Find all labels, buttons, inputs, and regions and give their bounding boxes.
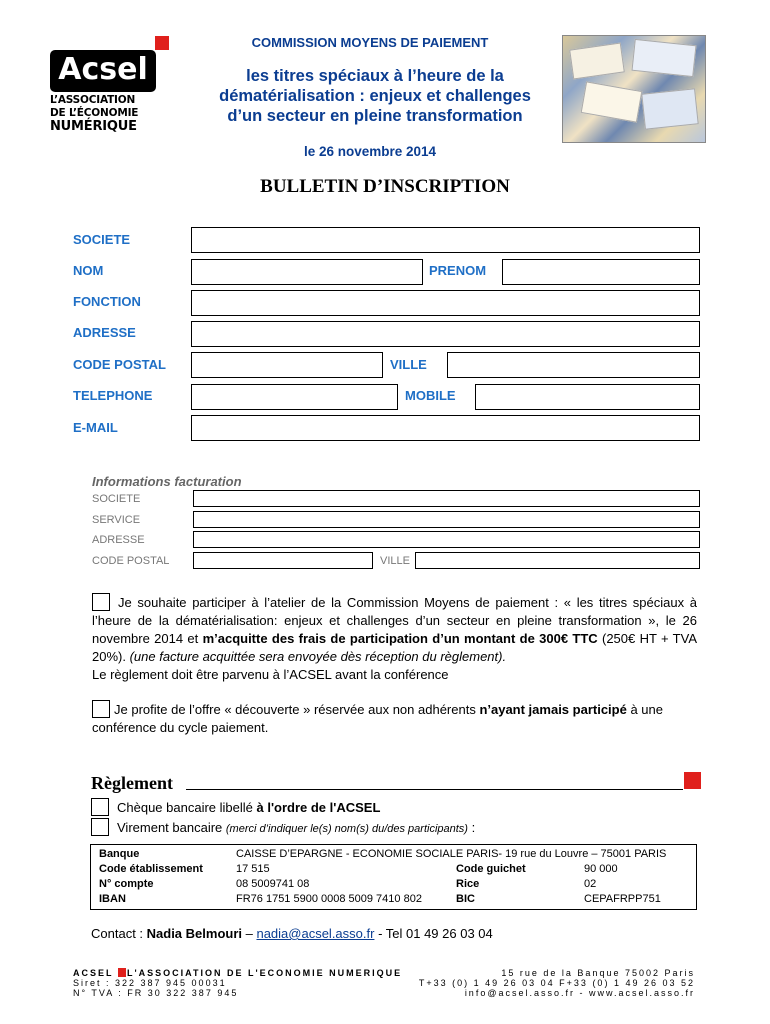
billing-service-input[interactable] <box>193 511 700 528</box>
bank-details-table <box>90 844 697 910</box>
bank-row <box>91 847 696 862</box>
label-adresse: ADRESSE <box>73 325 136 340</box>
bank-key: Banque <box>99 848 140 860</box>
virement-checkbox[interactable] <box>91 818 109 836</box>
bank-value: FR76 1751 5900 0008 5009 7410 802 <box>236 893 422 905</box>
event-date: le 26 novembre 2014 <box>303 144 437 159</box>
logo-line1: L’ASSOCIATION <box>50 94 136 106</box>
footer-tva: N° TVA : FR 30 322 387 945 <box>73 988 239 998</box>
billing-label-ville: VILLE <box>380 555 410 567</box>
cheque-label: Chèque bancaire libellé à l'ordre de l'ACSEL <box>117 800 381 815</box>
footer-assoc-letter: L <box>127 968 135 978</box>
prenom-input[interactable] <box>502 259 700 285</box>
nom-input[interactable] <box>191 259 423 285</box>
billing-label-adresse: ADRESSE <box>92 534 145 546</box>
decouverte-text: Je profite de l’offre « découverte » réservée aux non adhérents n’ayant jamais participé à une conférence du cycle paiement. <box>92 702 663 735</box>
label-code-postal: CODE POSTAL <box>73 357 166 372</box>
billing-societe-input[interactable] <box>193 490 700 507</box>
label-fonction: FONCTION <box>73 294 141 309</box>
ville-input[interactable] <box>447 352 700 378</box>
bank-row <box>91 862 696 877</box>
title-line3: d’un secteur en pleine transformation <box>227 107 523 125</box>
logo-line2: DE L’ÉCONOMIE <box>50 107 139 119</box>
title-line1: les titres spéciaux à l’heure de la <box>246 67 504 85</box>
commission-heading: COMMISSION MOYENS DE PAIEMENT <box>251 35 489 50</box>
bank-row <box>91 877 696 892</box>
billing-label-societe: SOCIETE <box>92 493 141 505</box>
bank-value: 17 515 <box>236 863 270 875</box>
bank-key2: Code guichet <box>456 863 526 875</box>
bank-key: N° compte <box>99 878 154 890</box>
contact-email-link[interactable]: nadia@acsel.asso.fr <box>256 926 375 941</box>
form-title: BULLETIN D’INSCRIPTION <box>260 176 510 197</box>
logo-subtitle <box>50 94 170 133</box>
bank-value: 08 5009741 08 <box>236 878 310 890</box>
cheque-checkbox[interactable] <box>91 798 109 816</box>
footer-siret: Siret : 322 387 945 00031 <box>73 978 227 988</box>
mobile-input[interactable] <box>475 384 700 410</box>
billing-adresse-input[interactable] <box>193 531 700 548</box>
footer-address: 15 rue de la Banque 75002 Paris <box>501 968 695 978</box>
bank-key2: BIC <box>456 893 475 905</box>
vouchers-photo <box>562 35 706 143</box>
bank-value2: CEPAFRPP751 <box>584 893 661 905</box>
reglement-red-square <box>684 772 701 789</box>
footer-red-mark <box>118 968 126 977</box>
virement-label: Virement bancaire (merci d’indiquer le(s) nom(s) du/des participants) : <box>117 820 476 835</box>
footer-phones: T+33 (0) 1 49 26 03 04 F+33 (0) 1 49 26 03 52 <box>418 978 695 988</box>
footer-assoc: 'ASSOCIATION DE L'ECONOMIE NUMERIQUE <box>134 968 403 978</box>
logo-line3: NUMÉRIQUE <box>50 119 137 134</box>
label-telephone: TELEPHONE <box>73 388 153 403</box>
footer-brand: ACSEL <box>73 968 114 978</box>
label-ville: VILLE <box>390 357 427 372</box>
participation-text: Je souhaite participer à l’atelier de la Commission Moyens de paiement : « les titres spéciaux à l’heure de la dématérialisation: enjeux et challenges d’un secteur en pleine transformation », le 26 novembre 2014 et m’acquitte des frais de participation d’un montant de 300€ TTC (250€ HT + TVA 20%). (une facture acquittée sera envoyée dès réception du règlement). Le règlement doit être parvenu à l’ACSEL avant la conférence <box>92 595 697 682</box>
billing-ville-input[interactable] <box>415 552 700 569</box>
footer-web: info@acsel.asso.fr - www.acsel.asso.fr <box>464 988 695 998</box>
bank-value2: 90 000 <box>584 863 618 875</box>
billing-title: Informations facturation <box>92 474 242 489</box>
societe-input[interactable] <box>191 227 700 253</box>
label-prenom: PRENOM <box>429 263 487 278</box>
bank-key2: Rice <box>456 878 480 890</box>
contact-line: Contact : Nadia Belmouri – nadia@acsel.asso.fr - Tel 01 49 26 03 04 <box>91 926 493 941</box>
billing-label-service: SERVICE <box>92 514 141 526</box>
footer-right <box>395 968 695 998</box>
label-mobile: MOBILE <box>405 388 456 403</box>
bank-key: IBAN <box>99 893 126 905</box>
bank-key: Code établissement <box>99 863 203 875</box>
code-postal-input[interactable] <box>191 352 383 378</box>
label-nom: NOM <box>73 263 104 278</box>
reglement-title: Règlement <box>91 773 173 793</box>
event-title <box>195 66 555 126</box>
logo-red-square <box>155 36 169 50</box>
email-input[interactable] <box>191 415 700 441</box>
fonction-input[interactable] <box>191 290 700 316</box>
adresse-input[interactable] <box>191 321 700 347</box>
telephone-input[interactable] <box>191 384 398 410</box>
bank-value2: 02 <box>584 878 597 890</box>
acsel-logo: Acsel <box>50 50 156 92</box>
label-societe: SOCIETE <box>73 232 131 247</box>
bank-row <box>91 892 696 907</box>
billing-label-code-postal: CODE POSTAL <box>92 555 170 567</box>
reglement-rule <box>186 789 683 790</box>
label-email: E-MAIL <box>73 420 118 435</box>
footer-left <box>73 968 402 998</box>
bank-value: CAISSE D’EPARGNE - ECONOMIE SOCIALE PARIS- 19 rue du Louvre – 75001 PARIS <box>236 848 667 860</box>
billing-code-postal-input[interactable] <box>193 552 373 569</box>
title-line2: dématérialisation : enjeux et challenges <box>219 87 531 105</box>
